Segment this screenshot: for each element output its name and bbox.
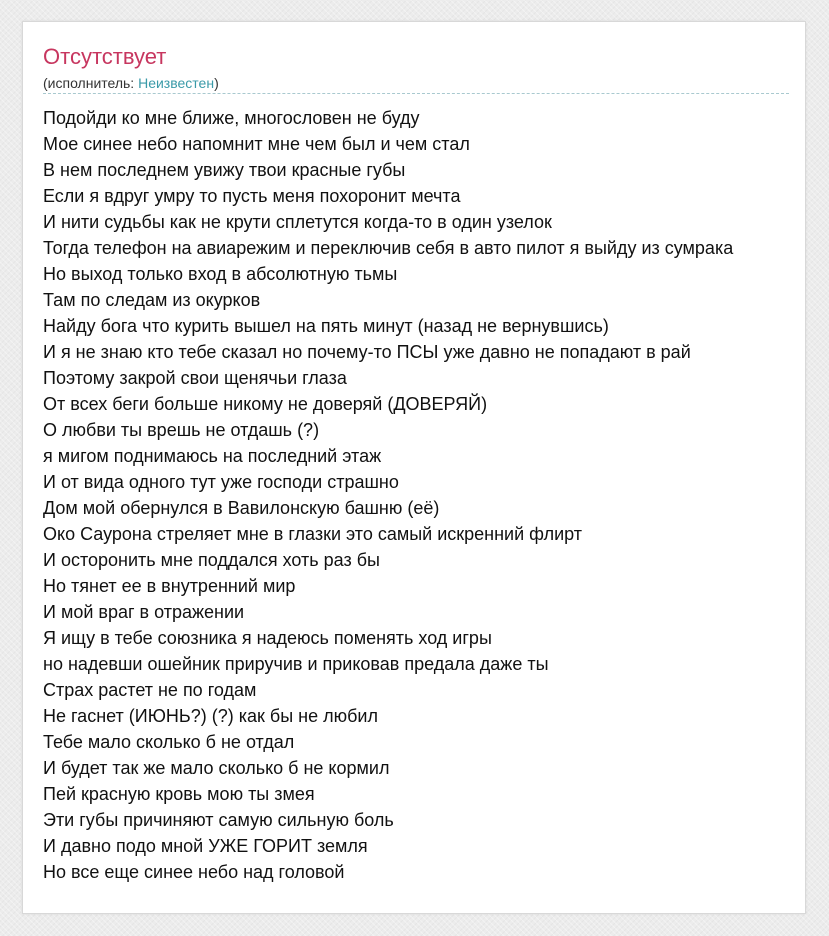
lyric-line: Подойди ко мне ближе, многословен не буду [43, 108, 420, 128]
artist-suffix: ) [214, 75, 219, 91]
lyric-line: Но тянет ее в внутренний мир [43, 576, 296, 596]
lyric-line: Око Саурона стреляет мне в глазки это самый искренний флирт [43, 524, 582, 544]
lyric-line: Если я вдруг умру то пусть меня похоронит мечта [43, 186, 461, 206]
lyric-line: Но выход только вход в абсолютную тьмы [43, 264, 398, 284]
lyric-line: Но все еще синее небо над головой [43, 862, 345, 882]
lyric-line: Поэтому закрой свои щенячьи глаза [43, 368, 347, 388]
lyric-line: Мое синее небо напомнит мне чем был и чем стал [43, 134, 470, 154]
artist-prefix: (исполнитель: [43, 75, 139, 91]
lyric-line: Там по следам из окурков [43, 290, 261, 310]
song-title: Отсутствует [43, 44, 167, 69]
lyrics-text [43, 105, 829, 885]
lyric-line: Эти губы причиняют самую сильную боль [43, 810, 394, 830]
lyric-line: Тебе мало сколько б не отдал [43, 732, 295, 752]
lyric-line: В нем последнем увижу твои красные губы [43, 160, 406, 180]
lyric-line: О любви ты врешь не отдашь (?) [43, 420, 320, 440]
lyric-line: Не гаснет (ИЮНЬ?) (?) как бы не любил [43, 706, 378, 726]
lyric-line: И давно подо мной УЖЕ ГОРИТ земля [43, 836, 368, 856]
lyric-line: но надевши ошейник приручив и приковав предала даже ты [43, 654, 549, 674]
lyric-line: И от вида одного тут уже господи страшно [43, 472, 399, 492]
lyric-line: Я ищу в тебе союзника я надеюсь поменять ход игры [43, 628, 492, 648]
lyric-line: От всех беги больше никому не доверяй (ДОВЕРЯЙ) [43, 394, 488, 414]
lyric-line: И я не знаю кто тебе сказал но почему-то ПСЫ уже давно не попадают в рай [43, 342, 691, 362]
artist-line [43, 74, 219, 92]
lyric-line: я мигом поднимаюсь на последний этаж [43, 446, 382, 466]
lyric-line: Найду бога что курить вышел на пять минут (назад не вернувшись) [43, 316, 609, 336]
lyric-line: И будет так же мало сколько б не кормил [43, 758, 390, 778]
lyric-line: И осторонить мне поддался хоть раз бы [43, 550, 380, 570]
lyric-line: И мой враг в отражении [43, 602, 245, 622]
artist-link[interactable]: Неизвестен [138, 75, 215, 91]
lyric-line: Страх растет не по годам [43, 680, 257, 700]
lyric-line: Пей красную кровь мою ты змея [43, 784, 315, 804]
lyrics-card [22, 21, 806, 914]
lyric-line: И нити судьбы как не крути сплетутся когда-то в один узелок [43, 212, 552, 232]
title-divider [43, 93, 789, 94]
lyric-line: Тогда телефон на авиарежим и переключив себя в авто пилот я выйду из сумрака [43, 238, 734, 258]
lyric-line: Дом мой обернулся в Вавилонскую башню (её) [43, 498, 440, 518]
